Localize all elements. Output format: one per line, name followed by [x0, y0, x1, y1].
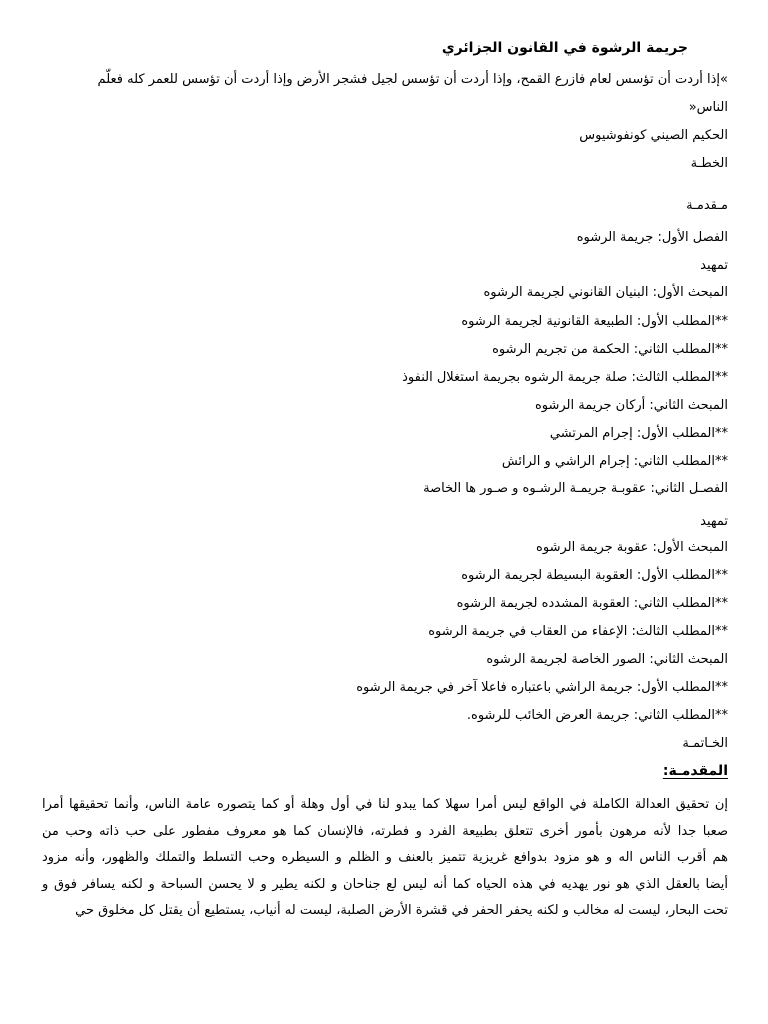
outline-item: **المطلب الثاني: إجرام الراشي و الرائش: [501, 454, 728, 469]
outline-item: **المطلب الثالث: صلة جريمة الرشوه بجريمة استغلال النفوذ: [402, 370, 728, 385]
paragraph-line: تحت البحار، ليست له مخالب و لكنه يحفر الحفر في قشرة الأرض الصلبة، ليست له أنياب، يستطيع أن يقتل كل مخلوق حي: [75, 903, 728, 918]
outline-item: المبحث الثاني: الصور الخاصة لجريمة الرشوه: [486, 652, 728, 667]
outline-item: **المطلب الثالث: الإعفاء من العقاب في جريمة الرشوه: [428, 624, 728, 639]
outline-item: المبحث الأول: البنيان القانوني لجريمة الرشوه: [483, 285, 728, 300]
paragraph-line: أيضا بالعقل الذي هو نور يهديه في هذه الحياه كما أنه ليس لع جناحان و لكنه يطير و لا يحسن السباحة و لكنه يسافر فوق و: [42, 876, 728, 892]
paragraph-line: إن تحقيق العدالة الكاملة في الواقع ليس أمرا سهلا كما يبدو لنا في أول وهلة أو كما يتصوره عامة الناس، وأنما تحقيقها أمرا: [42, 797, 728, 812]
outline-item: **المطلب الثاني: الحكمة من تجريم الرشوه: [492, 342, 728, 357]
introduction-paragraph: [42, 792, 728, 925]
outline-item: تمهيد: [700, 258, 728, 273]
outline-item: **المطلب الأول: الطبيعة القانونية لجريمة الرشوه: [461, 314, 728, 329]
outline-item: المبحث الثاني: أركان جريمة الرشوه: [534, 398, 728, 413]
outline-item: المبحث الأول: عقوبة جريمة الرشوه: [536, 540, 728, 555]
epigraph-quote-line-2: الناس«: [688, 100, 728, 115]
plan-heading: الخطـة: [690, 156, 728, 171]
outline-item: **المطلب الثاني: العقوبة المشدده لجريمة الرشوه: [456, 596, 728, 611]
outline-item: تمهيد: [700, 514, 728, 529]
paragraph-line: صعبا جدا لأنه مرهون بأمور أخرى تتعلق بطبيعة الفرد و فطرته، فالإنسان كما هو معروف مفطور على حب ذاته وحب من: [42, 823, 728, 839]
outline-item: الفصل الأول: جريمة الرشوه: [576, 230, 728, 245]
outline-item: **المطلب الأول: العقوبة البسيطة لجريمة الرشوه: [461, 568, 728, 583]
epigraph-quote-line-1: »إذا أردت أن تؤسس لعام فازرع القمح، وإذا أردت أن تؤسس لجيل فشجر الأرض وإذا أردت أن تؤسس للعمر كله فعلّم: [97, 72, 728, 87]
introduction-heading: المقدمـة:: [662, 763, 728, 779]
outline-item: **المطلب الأول: جريمة الراشي باعتباره فاعلا آخر في جريمة الرشوه: [356, 680, 728, 695]
document-title: جريمة الرشوة في القانون الجزائري: [441, 40, 688, 56]
outline-item: **المطلب الثاني: جريمة العرض الخائب للرشوه.: [466, 708, 728, 723]
epigraph-author: الحكيم الصيني كونفوشيوس: [579, 128, 728, 143]
outline-item: الخـاتمـة: [682, 736, 728, 751]
outline-item: **المطلب الأول: إجرام المرتشي: [549, 426, 728, 441]
outline-item: الفصـل الثاني: عقوبـة جريمـة الرشـوه و صـور ها الخاصة: [423, 481, 728, 496]
paragraph-line: هم أقرب الناس اله و هو مزود بدوافع غريزية تتميز بالعنف و الظلم و السيطره وحب التسلط والتملك والظهور، وأنه مزود: [42, 850, 728, 865]
outline-item: مـقدمـة: [686, 198, 728, 213]
